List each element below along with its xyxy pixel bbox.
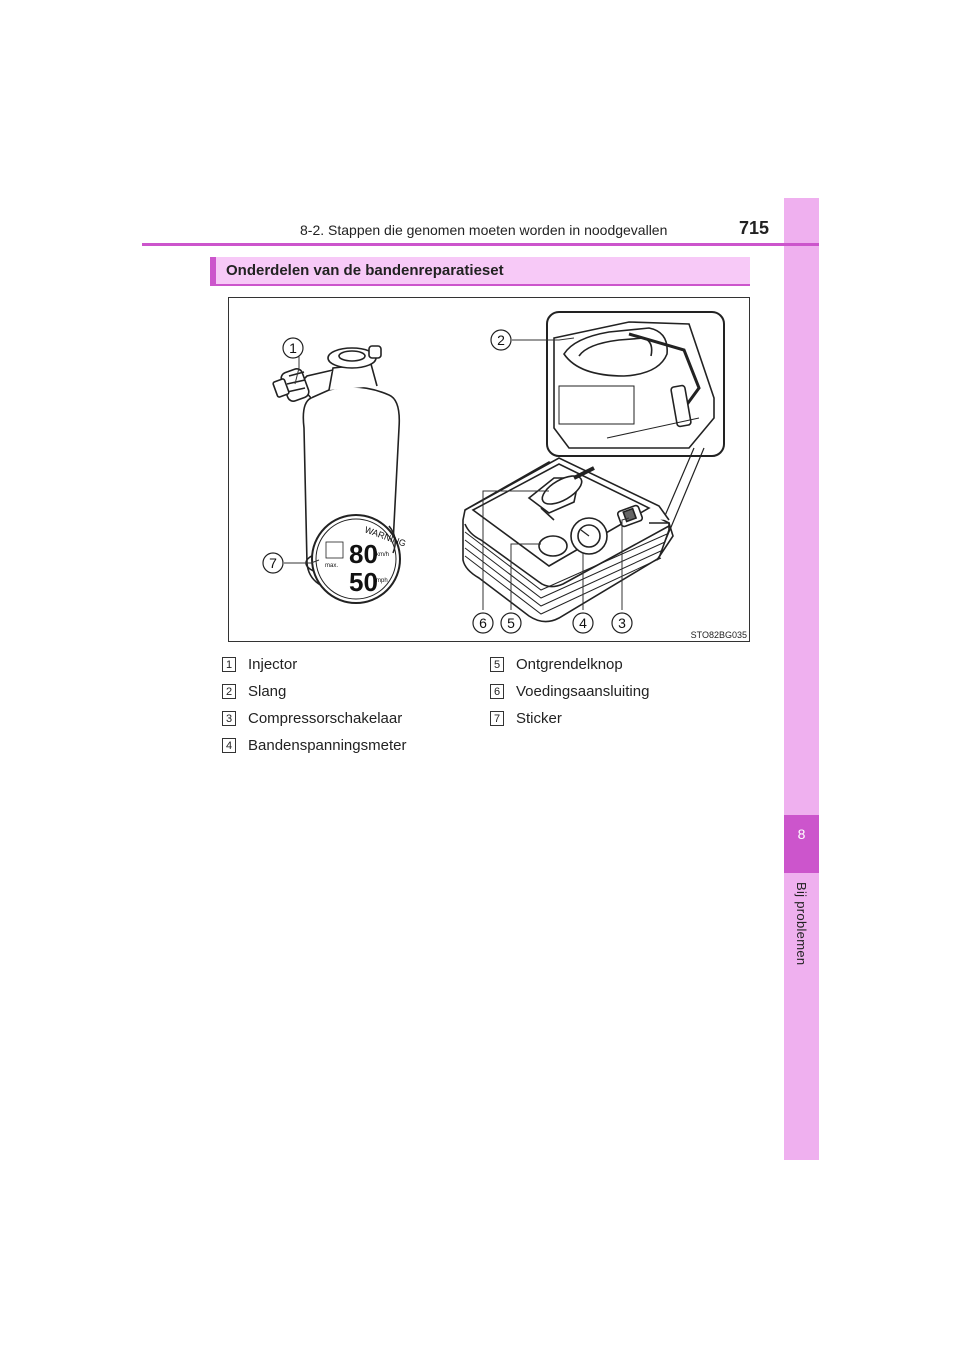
- legend-item-2: [222, 683, 286, 700]
- legend-label-2: Slang: [248, 683, 287, 700]
- figure-code: STO82BG035: [690, 630, 747, 640]
- chapter-title: 8-2. Stappen die genomen moeten worden in noodgevallen: [300, 222, 668, 238]
- sticker-speed-mph: 50: [349, 567, 378, 597]
- legend-label-6: Voedingsaansluiting: [516, 683, 650, 700]
- sticker-unit-mph: mph: [376, 578, 388, 584]
- legend-label-7: Sticker: [516, 710, 562, 727]
- repair-kit-figure: [228, 297, 750, 642]
- legend-number-5: 5: [490, 657, 504, 672]
- section-title: Onderdelen van de bandenreparatieset: [226, 262, 504, 279]
- legend-item-3: [222, 710, 402, 727]
- callout-5: 5: [507, 615, 515, 631]
- repair-kit-illustration: [229, 298, 751, 643]
- callout-2: 2: [497, 332, 505, 348]
- chapter-number: 8: [797, 826, 806, 842]
- chapter-side-tab-active: [784, 815, 819, 873]
- chapter-side-tab: [784, 198, 819, 1160]
- sticker-unit-kmh: km/h: [376, 552, 390, 558]
- page-number: 715: [739, 218, 770, 238]
- callout-7: 7: [269, 555, 277, 571]
- callout-3: 3: [618, 615, 626, 631]
- section-heading-accent: [210, 257, 216, 284]
- legend-item-5: [490, 656, 623, 673]
- legend-item-6: [490, 683, 649, 700]
- legend-number-6: 6: [490, 684, 504, 699]
- legend-number-2: 2: [222, 684, 236, 699]
- callout-1: 1: [289, 340, 297, 356]
- legend-number-3: 3: [222, 711, 236, 726]
- legend-number-1: 1: [222, 657, 236, 672]
- legend-label-4: Bandenspanningsmeter: [248, 737, 407, 754]
- sticker-warning: WARNING: [363, 524, 408, 549]
- callout-6: 6: [479, 615, 487, 631]
- legend-number-7: 7: [490, 711, 504, 726]
- chapter-label: Bij problemen: [794, 882, 809, 966]
- legend-item-1: [222, 656, 297, 673]
- legend-label-1: Injector: [248, 656, 298, 673]
- legend-item-4: [222, 737, 406, 754]
- legend-label-3: Compressorschakelaar: [248, 710, 403, 727]
- compressor-unit: [463, 458, 673, 622]
- legend-number-4: 4: [222, 738, 236, 753]
- legend-item-7: [490, 710, 562, 727]
- callout-4: 4: [579, 615, 587, 631]
- header-divider: [142, 243, 819, 246]
- section-heading-bar: [210, 257, 750, 286]
- sticker-speed-kmh: 80: [349, 539, 378, 569]
- chapter-label-container: [784, 882, 819, 1002]
- sticker-max-label: max.: [325, 563, 339, 569]
- legend-label-5: Ontgrendelknop: [516, 656, 623, 673]
- hose-detail-inset: [547, 312, 724, 456]
